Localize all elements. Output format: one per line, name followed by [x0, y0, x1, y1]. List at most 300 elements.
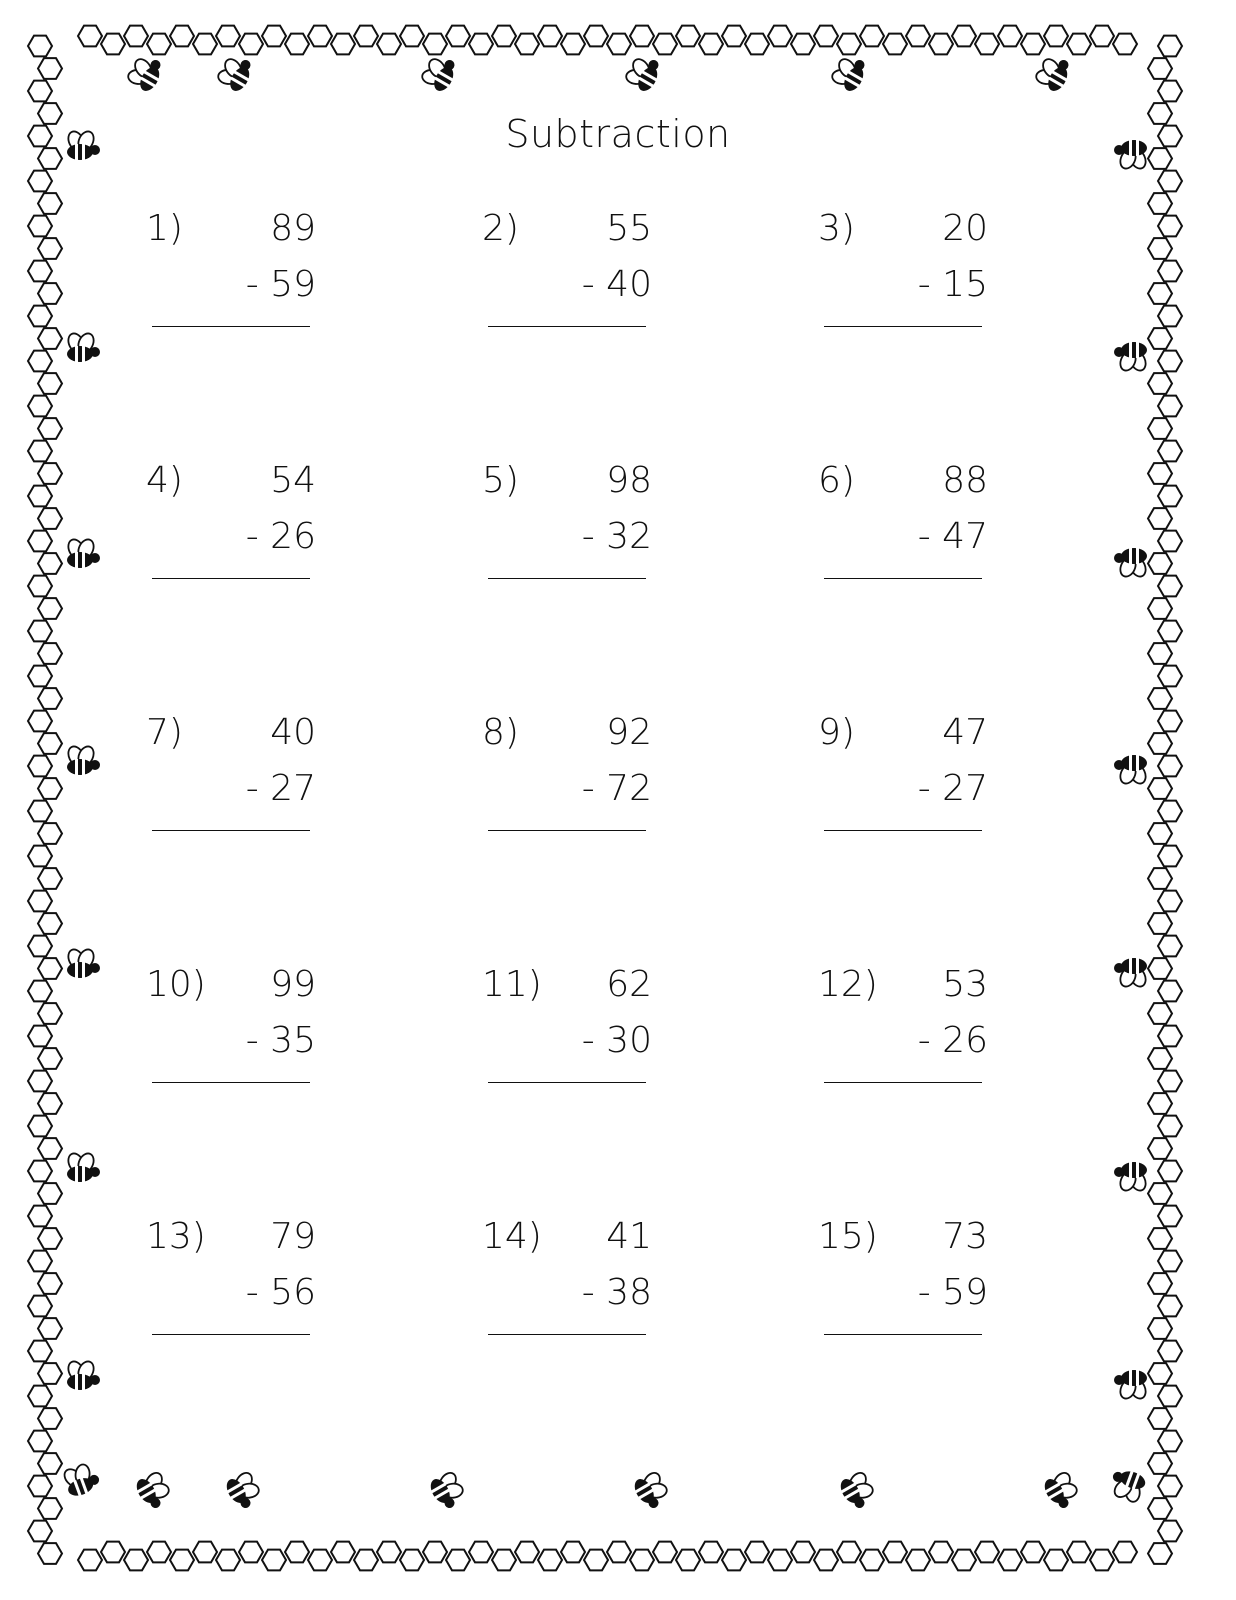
problem-number: 11): [482, 964, 542, 1005]
honeycomb-icon: [1158, 1431, 1182, 1452]
honeycomb-icon: [308, 26, 332, 47]
subtrahend: - 32: [581, 516, 652, 557]
honeycomb-icon: [1158, 261, 1182, 282]
honeycomb-icon: [745, 34, 769, 55]
honeycomb-icon: [1148, 1408, 1172, 1429]
bee-icon: [1114, 755, 1149, 786]
problem-number: 1): [146, 208, 183, 249]
honeycomb-icon: [1148, 1228, 1172, 1249]
honeycomb-icon: [929, 1542, 953, 1563]
honeycomb-icon: [331, 34, 355, 55]
honeycomb-icon: [38, 823, 62, 844]
honeycomb-icon: [28, 936, 52, 957]
honeycomb-icon: [354, 26, 378, 47]
honeycomb-icon: [1148, 373, 1172, 394]
honeycomb-icon: [1090, 26, 1114, 47]
honeycomb-icon: [28, 1116, 52, 1137]
honeycomb-icon: [1158, 306, 1182, 327]
honeycomb-icon: [1158, 936, 1182, 957]
honeycomb-icon: [216, 1550, 240, 1571]
honeycomb-icon: [653, 1542, 677, 1563]
honeycomb-icon: [28, 1341, 52, 1362]
honeycomb-icon: [38, 238, 62, 259]
minuend: 62: [606, 964, 652, 1005]
honeycomb-icon: [38, 463, 62, 484]
honeycomb-icon: [28, 576, 52, 597]
honeycomb-icon: [38, 913, 62, 934]
honeycomb-icon: [1158, 1296, 1182, 1317]
honeycomb-icon: [1158, 36, 1182, 57]
minuend: 54: [270, 460, 316, 501]
bee-icon: [59, 1458, 102, 1499]
answer-line[interactable]: [488, 578, 646, 579]
honeycomb-icon: [1158, 441, 1182, 462]
subtrahend: - 72: [581, 768, 652, 809]
bee-icon: [836, 1467, 880, 1512]
bee-icon: [417, 50, 461, 95]
problem-number: 7): [146, 712, 183, 753]
honeycomb-icon: [1158, 396, 1182, 417]
problem-number: 2): [482, 208, 519, 249]
honeycomb-icon: [1158, 1116, 1182, 1137]
bee-icon: [213, 50, 257, 95]
honeycomb-icon: [1148, 913, 1172, 934]
honeycomb-icon: [1158, 486, 1182, 507]
honeycomb-icon: [883, 34, 907, 55]
subtrahend: - 59: [917, 1272, 988, 1313]
minuend: 53: [942, 964, 988, 1005]
honeycomb-icon: [1158, 1161, 1182, 1182]
honeycomb-icon: [28, 171, 52, 192]
problem-8: [482, 712, 682, 842]
honeycomb-icon: [791, 34, 815, 55]
honeycomb-icon: [998, 1550, 1022, 1571]
honeycomb-icon: [1113, 34, 1137, 55]
honeycomb-icon: [653, 34, 677, 55]
problem-number: 10): [146, 964, 206, 1005]
honeycomb-icon: [1148, 1543, 1172, 1564]
honeycomb-icon: [1158, 1071, 1182, 1092]
honeycomb-icon: [147, 34, 171, 55]
page-title: Subtraction: [505, 112, 731, 156]
bee-icon: [222, 1467, 266, 1512]
honeycomb-icon: [1158, 351, 1182, 372]
honeycomb-icon: [28, 216, 52, 237]
answer-line[interactable]: [152, 830, 310, 831]
honeycomb-icon: [1158, 1386, 1182, 1407]
honeycomb-icon: [538, 1550, 562, 1571]
honeycomb-icon: [699, 1542, 723, 1563]
honeycomb-icon: [1148, 643, 1172, 664]
answer-line[interactable]: [824, 1082, 982, 1083]
problem-14: [482, 1216, 682, 1346]
honeycomb-icon: [883, 1542, 907, 1563]
honeycomb-icon: [331, 1542, 355, 1563]
honeycomb-icon: [38, 1543, 62, 1564]
problem-7: [146, 712, 346, 842]
minuend: 73: [942, 1216, 988, 1257]
subtrahend: - 26: [917, 1020, 988, 1061]
honeycomb-icon: [239, 1542, 263, 1563]
problem-1: [146, 208, 346, 338]
honeycomb-icon: [377, 34, 401, 55]
honeycomb-icon: [101, 1542, 125, 1563]
honeycomb-icon: [607, 1542, 631, 1563]
honeycomb-icon: [1021, 1542, 1045, 1563]
honeycomb-icon: [1148, 1363, 1172, 1384]
answer-line[interactable]: [488, 326, 646, 327]
honeycomb-icon: [630, 1550, 654, 1571]
honeycomb-icon: [1148, 688, 1172, 709]
honeycomb-icon: [929, 34, 953, 55]
honeycomb-icon: [1067, 1542, 1091, 1563]
problem-9: [818, 712, 1018, 842]
bee-icon: [1114, 958, 1149, 989]
answer-line[interactable]: [488, 1082, 646, 1083]
honeycomb-icon: [1021, 34, 1045, 55]
honeycomb-icon: [28, 306, 52, 327]
honeycomb-icon: [1148, 508, 1172, 529]
answer-line[interactable]: [824, 830, 982, 831]
minuend: 55: [606, 208, 652, 249]
honeycomb-icon: [1148, 778, 1172, 799]
honeycomb-icon: [38, 733, 62, 754]
honeycomb-icon: [28, 531, 52, 552]
bee-icon: [65, 1151, 100, 1182]
subtrahend: - 59: [245, 264, 316, 305]
problem-5: [482, 460, 682, 590]
minuend: 47: [942, 712, 988, 753]
problem-12: [818, 964, 1018, 1094]
honeycomb-icon: [607, 34, 631, 55]
bee-icon: [132, 1467, 176, 1512]
honeycomb-icon: [952, 26, 976, 47]
problem-10: [146, 964, 346, 1094]
bee-icon: [827, 50, 871, 95]
honeycomb-icon: [1158, 981, 1182, 1002]
bee-icon: [1040, 1467, 1084, 1512]
honeycomb-icon: [975, 1542, 999, 1563]
honeycomb-icon: [38, 1138, 62, 1159]
honeycomb-icon: [28, 486, 52, 507]
honeycomb-icon: [38, 283, 62, 304]
honeycomb-icon: [38, 58, 62, 79]
honeycomb-icon: [28, 1476, 52, 1497]
honeycomb-icon: [791, 1542, 815, 1563]
answer-line[interactable]: [488, 1334, 646, 1335]
minuend: 41: [606, 1216, 652, 1257]
minuend: 40: [270, 712, 316, 753]
honeycomb-icon: [630, 26, 654, 47]
honeycomb-icon: [28, 846, 52, 867]
honeycomb-icon: [28, 1206, 52, 1227]
bee-icon: [123, 50, 167, 95]
honeycomb-icon: [906, 1550, 930, 1571]
honeycomb-icon: [38, 688, 62, 709]
subtrahend: - 27: [917, 768, 988, 809]
honeycomb-icon: [124, 1550, 148, 1571]
honeycomb-icon: [38, 1048, 62, 1069]
problem-number: 15): [818, 1216, 878, 1257]
honeycomb-icon: [38, 643, 62, 664]
honeycomb-icon: [538, 26, 562, 47]
honeycomb-icon: [38, 1183, 62, 1204]
answer-line[interactable]: [152, 326, 310, 327]
problem-13: [146, 1216, 346, 1346]
problem-3: [818, 208, 1018, 338]
bee-icon: [1114, 548, 1149, 579]
honeycomb-icon: [124, 26, 148, 47]
honeycomb-icon: [768, 26, 792, 47]
honeycomb-icon: [1158, 756, 1182, 777]
answer-line[interactable]: [824, 326, 982, 327]
honeycomb-icon: [423, 1542, 447, 1563]
honeycomb-icon: [814, 1550, 838, 1571]
honeycomb-icon: [1148, 1498, 1172, 1519]
honeycomb-icon: [28, 711, 52, 732]
problem-6: [818, 460, 1018, 590]
honeycomb-icon: [1158, 891, 1182, 912]
honeycomb-icon: [262, 1550, 286, 1571]
honeycomb-icon: [28, 1296, 52, 1317]
honeycomb-icon: [78, 26, 102, 47]
honeycomb-icon: [101, 34, 125, 55]
honeycomb-icon: [1148, 1093, 1172, 1114]
honeycomb-icon: [28, 441, 52, 462]
honeycomb-icon: [584, 26, 608, 47]
honeycomb-icon: [837, 1542, 861, 1563]
honeycomb-icon: [28, 36, 52, 57]
honeycomb-icon: [28, 1161, 52, 1182]
subtrahend: - 38: [581, 1272, 652, 1313]
honeycomb-icon: [28, 1386, 52, 1407]
honeycomb-icon: [1158, 1521, 1182, 1542]
bee-icon: [630, 1467, 674, 1512]
problem-number: 14): [482, 1216, 542, 1257]
honeycomb-icon: [1158, 1476, 1182, 1497]
answer-line[interactable]: [152, 1082, 310, 1083]
honeycomb-icon: [28, 351, 52, 372]
honeycomb-icon: [285, 34, 309, 55]
honeycomb-icon: [1113, 1542, 1137, 1563]
honeycomb-icon: [1044, 26, 1068, 47]
honeycomb-icon: [1148, 1138, 1172, 1159]
honeycomb-icon: [1158, 1026, 1182, 1047]
honeycomb-icon: [1148, 283, 1172, 304]
honeycomb-icon: [1148, 868, 1172, 889]
honeycomb-icon: [515, 34, 539, 55]
subtrahend: - 30: [581, 1020, 652, 1061]
honeycomb-icon: [676, 26, 700, 47]
bee-icon: [1114, 342, 1149, 373]
honeycomb-icon: [561, 1542, 585, 1563]
subtrahend: - 47: [917, 516, 988, 557]
honeycomb-icon: [469, 1542, 493, 1563]
honeycomb-icon: [1148, 733, 1172, 754]
honeycomb-icon: [1148, 1003, 1172, 1024]
honeycomb-icon: [38, 1003, 62, 1024]
subtrahend: - 35: [245, 1020, 316, 1061]
honeycomb-icon: [1158, 1341, 1182, 1362]
honeycomb-icon: [1158, 1206, 1182, 1227]
honeycomb-icon: [28, 621, 52, 642]
problem-number: 12): [818, 964, 878, 1005]
honeycomb-icon: [28, 1251, 52, 1272]
honeycomb-icon: [285, 1542, 309, 1563]
problem-11: [482, 964, 682, 1094]
honeycomb-icon: [676, 1550, 700, 1571]
minuend: 98: [606, 460, 652, 501]
honeycomb-icon: [814, 26, 838, 47]
subtrahend: - 26: [245, 516, 316, 557]
honeycomb-icon: [170, 26, 194, 47]
honeycomb-icon: [38, 778, 62, 799]
honeycomb-icon: [354, 1550, 378, 1571]
honeycomb-icon: [216, 26, 240, 47]
honeycomb-icon: [906, 26, 930, 47]
honeycomb-icon: [400, 1550, 424, 1571]
honeycomb-icon: [1148, 1183, 1172, 1204]
problem-4: [146, 460, 346, 590]
subtrahend: - 27: [245, 768, 316, 809]
bee-icon: [65, 331, 100, 362]
problem-15: [818, 1216, 1018, 1346]
honeycomb-icon: [38, 1318, 62, 1339]
honeycomb-icon: [1148, 418, 1172, 439]
honeycomb-icon: [1148, 193, 1172, 214]
honeycomb-icon: [837, 34, 861, 55]
minuend: 88: [942, 460, 988, 501]
honeycomb-icon: [28, 981, 52, 1002]
honeycomb-icon: [28, 1431, 52, 1452]
honeycomb-icon: [860, 1550, 884, 1571]
problem-number: 9): [818, 712, 855, 753]
bee-icon: [65, 537, 100, 568]
honeycomb-icon: [38, 193, 62, 214]
honeycomb-icon: [28, 1071, 52, 1092]
honeycomb-icon: [1148, 823, 1172, 844]
honeycomb-icon: [262, 26, 286, 47]
bee-icon: [426, 1467, 470, 1512]
honeycomb-icon: [38, 1093, 62, 1114]
answer-line[interactable]: [152, 1334, 310, 1335]
honeycomb-icon: [28, 261, 52, 282]
honeycomb-icon: [38, 418, 62, 439]
bee-icon: [65, 947, 100, 978]
honeycomb-icon: [28, 396, 52, 417]
honeycomb-icon: [446, 1550, 470, 1571]
honeycomb-icon: [1158, 1251, 1182, 1272]
honeycomb-icon: [28, 756, 52, 777]
honeycomb-icon: [1148, 1318, 1172, 1339]
honeycomb-icon: [1148, 1273, 1172, 1294]
problem-number: 5): [482, 460, 519, 501]
problem-2: [482, 208, 682, 338]
honeycomb-icon: [28, 1521, 52, 1542]
honeycomb-icon: [193, 34, 217, 55]
honeycomb-icon: [1148, 328, 1172, 349]
bee-icon: [65, 1359, 100, 1390]
honeycomb-icon: [1158, 666, 1182, 687]
honeycomb-icon: [1158, 621, 1182, 642]
honeycomb-icon: [768, 1550, 792, 1571]
honeycomb-icon: [38, 373, 62, 394]
answer-line[interactable]: [824, 1334, 982, 1335]
honeycomb-icon: [1158, 711, 1182, 732]
problem-number: 6): [818, 460, 855, 501]
subtrahend: - 56: [245, 1272, 316, 1313]
honeycomb-icon: [38, 868, 62, 889]
honeycomb-icon: [78, 1550, 102, 1571]
honeycomb-icon: [38, 1453, 62, 1474]
honeycomb-icon: [38, 1498, 62, 1519]
minuend: 92: [606, 712, 652, 753]
honeycomb-icon: [952, 1550, 976, 1571]
honeycomb-icon: [469, 34, 493, 55]
subtrahend: - 40: [581, 264, 652, 305]
minuend: 99: [270, 964, 316, 1005]
honeycomb-icon: [28, 801, 52, 822]
honeycomb-icon: [28, 666, 52, 687]
honeycomb-icon: [1158, 81, 1182, 102]
answer-line[interactable]: [152, 578, 310, 579]
honeycomb-icon: [38, 1363, 62, 1384]
honeycomb-icon: [492, 26, 516, 47]
honeycomb-icon: [515, 1542, 539, 1563]
honeycomb-icon: [1148, 598, 1172, 619]
bee-icon: [65, 744, 100, 775]
honeycomb-icon: [1158, 801, 1182, 822]
honeycomb-icon: [1148, 463, 1172, 484]
honeycomb-icon: [38, 328, 62, 349]
honeycomb-icon: [860, 26, 884, 47]
honeycomb-icon: [38, 1228, 62, 1249]
answer-line[interactable]: [824, 578, 982, 579]
problem-number: 3): [818, 208, 855, 249]
problem-number: 8): [482, 712, 519, 753]
honeycomb-icon: [1158, 576, 1182, 597]
honeycomb-icon: [1158, 216, 1182, 237]
honeycomb-icon: [170, 1550, 194, 1571]
bee-icon: [621, 50, 665, 95]
problem-number: 13): [146, 1216, 206, 1257]
honeycomb-icon: [38, 553, 62, 574]
honeycomb-icon: [446, 26, 470, 47]
bee-icon: [1106, 1466, 1149, 1507]
answer-line[interactable]: [488, 830, 646, 831]
bee-icon: [1114, 1162, 1149, 1193]
honeycomb-icon: [1158, 846, 1182, 867]
honeycomb-icon: [28, 891, 52, 912]
honeycomb-icon: [1090, 1550, 1114, 1571]
honeycomb-icon: [1148, 1048, 1172, 1069]
honeycomb-icon: [1148, 958, 1172, 979]
honeycomb-icon: [38, 1273, 62, 1294]
honeycomb-icon: [38, 1408, 62, 1429]
honeycomb-icon: [38, 508, 62, 529]
problem-number: 4): [146, 460, 183, 501]
honeycomb-icon: [28, 1026, 52, 1047]
honeycomb-icon: [147, 1542, 171, 1563]
honeycomb-icon: [38, 598, 62, 619]
honeycomb-icon: [38, 958, 62, 979]
honeycomb-icon: [975, 34, 999, 55]
bee-icon: [1114, 1370, 1149, 1401]
minuend: 20: [942, 208, 988, 249]
honeycomb-icon: [1148, 553, 1172, 574]
honeycomb-icon: [561, 34, 585, 55]
honeycomb-icon: [1067, 34, 1091, 55]
